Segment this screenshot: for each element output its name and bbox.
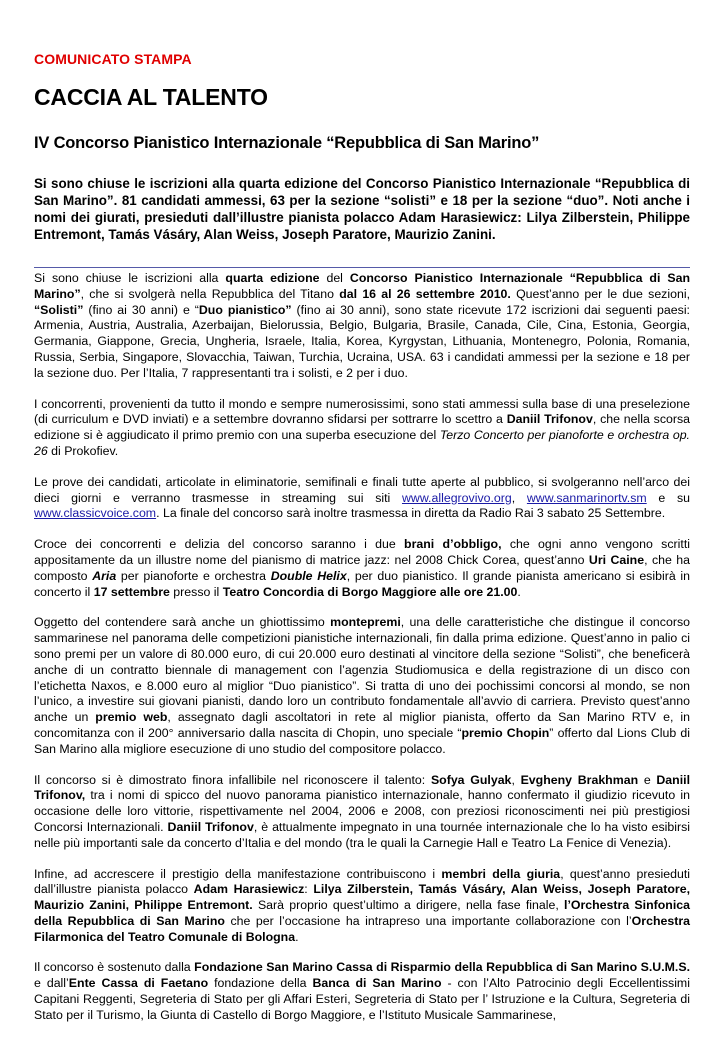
- press-release-label: COMUNICATO STAMPA: [34, 51, 192, 67]
- paragraph-past-winners: Il concorso si è dimostrato finora infallibile nel riconoscere il talento: Sofya Gulyak, Evgheny Brakhman e Daniil Trifonov, tra i nomi di spicco del nuovo panorama pianistico internazionale, hanno confermato il giudizio ricevuto in occasione delle loro vittorie, rispettivamente nel 2004, 2006 e 2008, con preziosi riconoscimenti nei più prestigiosi Concorsi Internazionali. Daniil Trifonov, è attualmente impegnato in una tournée internazionale che lo ha visto esibirsi nelle più importanti sale da concerto d’Italia e del mondo (tra le quali la Carnegie Hall e Teatro La Fenice di Venezia).: [34, 772, 690, 850]
- paragraph-jury: Infine, ad accrescere il prestigio della manifestazione contribuiscono i membri della giuria, quest’anno presieduti dall’illustre pianista polacco Adam Harasiewicz: Lilya Zilberstein, Tamás Vásáry, Alan Weiss, Joseph Paratore, Maurizio Zanini, Philippe Entremont. Sarà proprio quest’ultimo a dirigere, nella fase finale, l’Orchestra Sinfonica della Repubblica di San Marino che per l’occasione ha intrapreso una importante collaborazione con l’Orchestra Filarmonica del Teatro Comunale di Bologna.: [34, 866, 690, 944]
- paragraph-streaming: Le prove dei candidati, articolate in eliminatorie, semifinali e finali tutte aperte al pubblico, si svolgeranno nell’arco dei dieci giorni e verranno trasmesse in streaming sui siti www.allegrovivo.org, www.sanmarinortv.sm e su www.classicvoice.com. La finale del concorso sarà inoltre trasmessa in diretta da Radio Rai 3 sabato 25 Settembre.: [34, 474, 690, 521]
- page-title: CACCIA AL TALENTO: [34, 84, 268, 110]
- lead-paragraph: Si sono chiuse le iscrizioni alla quarta edizione del Concorso Pianistico Internazionale “Repubblica di San Marino”. 81 candidati ammessi, 63 per la sezione “solisti” e 18 per la sezione “duo”. Noti anche i nomi dei giurati, presieduti dall’illustre pianista polacco Adam Harasiewicz: Lilya Zilberstein, Philippe Entremont, Tamás Vásáry, Alan Weiss, Joseph Paratore, Maurizio Zanini.: [34, 176, 690, 242]
- paragraph-sponsors: Il concorso è sostenuto dalla Fondazione San Marino Cassa di Risparmio della Repubblica di San Marino S.U.M.S. e dall’Ente Cassa di Faetano fondazione della Banca di San Marino - con l’Alto Patrocinio degli Eccellentissimi Capitani Reggenti, Segreteria di Stato per gli Affari Esteri, Segreteria di Stato per l’ Istruzione e la Cultura, Segreteria di Stato per il Turismo, la Giunta di Castello di Borgo Maggiore, e l’Istituto Musicale Sammarinese,: [34, 960, 690, 1022]
- paragraph-competitors: I concorrenti, provenienti da tutto il mondo e sempre numerosissimi, sono stati ammessi sulla base di una preselezione (di curriculum e DVD inviati) e a settembre dovranno sfidarsi per sottrarre lo scettro a Daniil Trifonov, che nella scorsa edizione si è aggiudicato il primo premio con una superba esecuzione del Terzo Concerto per pianoforte e orchestra op. 26 di Prokofiev.: [34, 396, 691, 458]
- paragraph-registrations: Si sono chiuse le iscrizioni alla quarta edizione del Concorso Pianistico Internazionale “Repubblica di San Marino”, che si svolgerà nella Repubblica del Titano dal 16 al 26 settembre 2010. Quest’anno per le due sezioni, “Solisti” (fino ai 30 anni) e “Duo pianistico” (fino ai 30 anni), sono state ricevute 172 iscrizioni dai seguenti paesi: Armenia, Austria, Australia, Azerbaijan, Bielorussia, Belgio, Bulgaria, Brasile, Canada, Cile, Cina, Estonia, Georgia, Germania, Giappone, Grecia, Ungheria, Israele, Italia, Korea, Kyrgystan, Lithuania, Montenegro, Polonia, Romania, Russia, Serbia, Singapore, Slovacchia, Taiwan, Turchia, Ucraina, USA. 63 i candidati ammessi per la sezione e 18 per la sezione duo. Per l’Italia, 7 rappresentanti tra i solisti, e 2 per i duo.: [34, 271, 690, 380]
- link-sanmarinortv[interactable]: www.sanmarinortv.sm: [526, 490, 647, 505]
- paragraph-compulsory-pieces: Croce dei concorrenti e delizia del concorso saranno i due brani d’obbligo, che ogni anno vengono scritti appositamente da un illustre nome del pianismo di matrice jazz: nel 2008 Chick Corea, quest’anno Uri Caine, che ha composto Aria per pianoforte e orchestra Double Helix, per duo pianistico. Il grande pianista americano si esibirà in concerto il 17 settembre presso il Teatro Concordia di Borgo Maggiore alle ore 21.00.: [34, 537, 691, 599]
- link-classicvoice[interactable]: www.classicvoice.com: [34, 506, 157, 521]
- article-body: [34, 271, 690, 1039]
- page-subtitle: IV Concorso Pianistico Internazionale “Repubblica di San Marino”: [34, 134, 540, 152]
- divider-rule: [34, 267, 690, 268]
- paragraph-prize-money: Oggetto del contendere sarà anche un ghiottissimo montepremi, una delle caratteristiche che distingue il concorso sammarinese nel panorama delle competizioni pianistiche internazionali, fin dalla prima edizione. Quest’anno in palio ci sono premi per un valore di 80.000 euro, di cui 20.000 euro destinati al vincitore della sezione “Solisti”, che beneficerà anche di un contratto biennale di management con l’agenzia Studiomusica e della registrazione di un disco con l’etichetta Naxos, e 8.000 euro al miglior “Duo pianistico”. Si tratta di uno dei pochissimi concorsi al mondo, se non l’unico, a investire sui giovani pianisti, dando loro un contributo fondamentale all’avvio di carriera. Previsto quest’anno anche un premio web, assegnato dagli ascoltatori in rete al miglior pianista, offerto da San Marino RTV e, in concomitanza con il 200° anniversario dalla nascita di Chopin, uno speciale “premio Chopin” offerto dal Lions Club di San Marino alla migliore esecuzione di uno studio del compositore polacco.: [34, 615, 690, 756]
- link-allegrovivo[interactable]: www.allegrovivo.org: [401, 490, 512, 505]
